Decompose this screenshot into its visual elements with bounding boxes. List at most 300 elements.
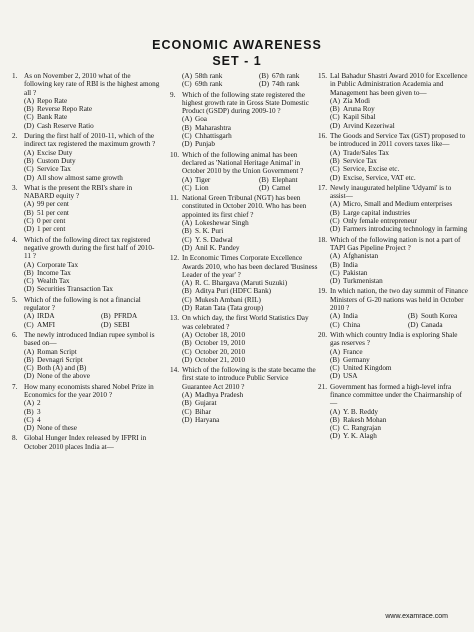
option-list [330,200,468,233]
option-letter: (B) [330,415,340,424]
option [182,244,318,252]
question-header [170,91,318,116]
option-letter: (C) [24,320,34,329]
question-text: National Green Tribunal (NGT) has been constituted in October 2010. Who has been appointed its first chief ? [182,194,307,219]
question [318,331,468,381]
option-letter: (C) [24,364,34,373]
question-header [12,296,160,313]
option [330,269,468,277]
option [182,219,318,227]
option [24,174,160,182]
question [12,184,160,234]
option-list [182,176,318,193]
question-number: 21. [318,382,327,391]
question-header [318,132,468,149]
option-text: Lion [195,183,209,192]
column-1 [12,72,160,453]
option-text: Lokeshewar Singh [195,219,249,228]
option-letter: (C) [330,364,340,373]
option-text: Germany [343,355,370,364]
question-text: The Goods and Service Tax (GST) proposed to be introduced in 2011 covers taxes like— [330,132,466,149]
option-text: Devnagri Script [37,355,83,364]
footer-url: www.examrace.com [385,613,448,620]
option-letter: (A) [330,96,340,105]
option [24,285,160,293]
question [12,296,160,329]
option [330,122,468,130]
option [182,287,318,295]
option-letter: (B) [330,355,340,364]
option-letter: (A) [24,148,34,157]
option [330,321,390,329]
option [330,312,390,320]
question-header [318,184,468,201]
question-text: Newly inaugurated helpline 'Udyami' is to assist— [330,183,452,201]
option [182,399,318,407]
option-letter: (B) [182,339,192,348]
question [318,236,468,286]
option [182,72,241,80]
option-text: S. K. Puri [195,227,224,236]
option-text: United Kingdom [343,364,392,373]
option-letter: (D) [24,225,34,234]
option-text: Bank Rate [37,113,68,122]
option-letter: (C) [24,113,34,122]
option-letter: (C) [330,320,340,329]
option-text: Elephant [272,175,298,184]
option-text: Bihar [195,407,211,416]
option [24,356,160,364]
option [101,321,160,329]
question-header [12,331,160,348]
option [182,339,318,347]
option-letter: (C) [24,165,34,174]
question-number: 7. [12,382,18,391]
option [24,424,160,432]
option-letter: (B) [182,227,192,236]
option-text: France [343,347,363,356]
option-letter: (B) [408,312,418,321]
option-row [182,176,318,184]
option-text: 4 [37,415,41,424]
option-letter: (C) [182,183,192,192]
option-letter: (B) [330,208,340,217]
option [24,157,160,165]
option-text: Service Tax [37,165,71,174]
option-letter: (B) [24,105,34,114]
question-text: With which country India is exploring Shale gas reserves ? [330,330,458,348]
option-text: Pakistan [343,268,368,277]
option [24,269,160,277]
question [12,434,160,451]
option-text: Camel [272,183,291,192]
option [182,124,318,132]
question-number: 18. [318,235,327,244]
option-list [330,408,468,441]
option-letter: (A) [182,330,192,339]
question-header [318,236,468,253]
option [182,348,318,356]
question [12,236,160,294]
option-text: Both (A) and (B) [37,364,87,373]
option [408,321,468,329]
option-text: Kapil Sibal [343,113,376,122]
option-letter: (A) [24,399,34,408]
option [330,217,468,225]
question-number: 8. [12,434,18,443]
option-letter: (A) [182,72,192,80]
option-text: None of these [37,424,77,433]
option [24,416,160,424]
question [12,72,160,130]
option-letter: (D) [182,415,192,424]
option-letter: (C) [182,80,192,89]
option-text: South Korea [421,312,458,321]
option-letter: (C) [330,165,340,174]
question-number: 19. [318,287,327,296]
option-text: Farmers introducing technology in farming [343,225,468,234]
question [170,91,318,149]
option-letter: (D) [182,243,192,252]
question-header [12,236,160,261]
option-letter: (C) [24,415,34,424]
option [24,372,160,380]
option-text: Y. B. Reddy [343,407,379,416]
question-text: Which of the following animal has been declared as 'National Heritage Animal' in October 2010 by the Union Government ? [182,150,304,176]
question-text: Global Hunger Index released by IFPRI in October 2010 places India at— [24,434,147,451]
option-text: Roman Script [37,347,77,356]
option-list [330,312,468,329]
option [330,348,468,356]
option-letter: (A) [330,252,340,261]
question-number: 15. [318,72,327,80]
option-letter: (D) [330,432,340,441]
option [182,236,318,244]
option [330,165,468,173]
option-letter: (A) [330,407,340,416]
question [170,151,318,192]
option-text: 99 per cent [37,200,69,209]
option-list [24,97,160,130]
option [182,416,318,424]
option-letter: (A) [24,347,34,356]
question-header [12,72,160,97]
option [182,356,318,364]
question [318,287,468,328]
option-text: 2 [37,399,41,408]
option-text: IRDA [37,312,55,321]
option-text: Afghanistan [343,252,379,261]
option [24,321,83,329]
option-row [24,312,160,320]
option-row [330,321,468,329]
question-number: 2. [12,132,18,141]
question [170,254,318,312]
option-text: Wealth Tax [37,277,70,286]
option [24,408,160,416]
question-header [318,383,468,408]
option [330,225,468,233]
option [182,176,241,184]
option-text: None of the above [37,372,90,381]
question-number: 12. [170,254,179,263]
option-letter: (D) [259,80,269,89]
option-letter: (D) [24,173,34,182]
question [318,72,468,130]
option [24,364,160,372]
option-text: Service Tax [343,156,377,165]
question-text: On which day, the first World Statistics Day was celebrated ? [182,314,309,331]
option-letter: (B) [182,287,192,296]
question-number: 1. [12,72,18,80]
option-list [182,331,318,364]
option-text: All show almost same growth [37,173,123,182]
option-letter: (A) [182,115,192,124]
option-text: Aruna Roy [343,105,375,114]
option [182,304,318,312]
option [24,225,160,233]
option [182,140,318,148]
option-letter: (D) [101,320,111,329]
option-list [24,149,160,182]
option-text: October 19, 2010 [195,339,246,348]
option-letter: (B) [24,407,34,416]
option-letter: (A) [24,96,34,105]
question-header [170,314,318,331]
option-letter: (B) [259,175,269,184]
option [24,209,160,217]
question-header [318,287,468,312]
page-title: ECONOMIC AWARENESS [152,38,322,52]
option [330,364,468,372]
option-list [330,97,468,130]
question-text: Which of the following is not a financial regulator ? [24,295,141,313]
option-text: 51 per cent [37,208,69,217]
option-text: Micro, Small and Medium enterprises [343,200,453,209]
option-text: Only female entrepreneur [343,217,417,226]
question [170,366,318,424]
question-text: During the first half of 2010-11, which of the indirect tax registered the maximum growth ? [24,132,156,149]
option-list [330,348,468,381]
question-number: 3. [12,183,18,192]
option [330,261,468,269]
option [24,122,160,130]
option-text: 58th rank [195,72,223,80]
option [330,424,468,432]
option [182,80,241,88]
option [330,97,468,105]
option [330,209,468,217]
page-subtitle: SET - 1 [212,54,262,68]
option-text: SEBI [114,320,130,329]
question-header [12,434,160,451]
option [182,408,318,416]
option [24,312,83,320]
option-row [182,80,318,88]
option [24,97,160,105]
option-text: 69th rank [195,80,223,89]
option-text: Y. S. Dadwal [195,235,233,244]
option-text: Punjab [195,140,215,149]
option-row [24,321,160,329]
question-header [318,331,468,348]
option-text: Canada [421,320,443,329]
question-text: What is the present the RBI's share in NABARD equity ? [24,183,133,201]
question-number: 9. [170,90,176,99]
question-header [170,254,318,279]
question-text: Which of the following state registered the highest growth rate in Gross State Domestic Product (GSDP) during 2009-10 ? [182,90,309,116]
option-text: PFRDA [114,312,138,321]
option-letter: (B) [24,156,34,165]
option [24,113,160,121]
question-number: 14. [170,366,179,375]
option-text: Repo Rate [37,96,68,105]
option [259,184,318,192]
option-letter: (C) [24,217,34,226]
option-letter: (D) [24,372,34,381]
question [318,184,468,234]
question-header [318,72,468,97]
option [182,184,241,192]
question-number: 20. [318,330,327,339]
option [330,149,468,157]
option-text: Large capital industries [343,208,411,217]
option [24,217,160,225]
option-letter: (C) [182,295,192,304]
question-text: Which of the following is the state became the first state to introduce Public Service Guarantee Act 2010 ? [182,366,316,391]
option-text: Chhattisgarh [195,132,232,141]
option [24,149,160,157]
question-text: Which of the following direct tax registered negative growth during the first half of 2010-11 ? [24,235,155,261]
option-letter: (C) [330,424,340,433]
question-number: 10. [170,150,179,159]
option-letter: (D) [408,320,418,329]
option-letter: (A) [182,175,192,184]
option-letter: (A) [182,279,192,288]
option-letter: (B) [259,72,269,80]
option-text: Securities Transaction Tax [37,285,114,294]
question-header [12,184,160,201]
option-text: Corporate Tax [37,260,79,269]
option-text: Mukesh Ambani (RIL) [195,295,261,304]
option-text: Trade/Sales Tax [343,148,390,157]
option [330,200,468,208]
option-text: Arvind Kezeriwal [343,121,395,130]
option [330,432,468,440]
option-text: Excise, Service, VAT etc. [343,173,416,182]
option-letter: (B) [101,312,111,321]
option-letter: (C) [330,268,340,277]
option-row [182,72,318,80]
option-letter: (D) [330,173,340,182]
option-text: Haryana [195,415,220,424]
option [408,312,468,320]
option-letter: (A) [330,148,340,157]
option-text: 0 per cent [37,217,66,226]
option-text: Custom Duty [37,156,76,165]
option [330,157,468,165]
option [182,331,318,339]
option-list [330,252,468,285]
option [24,399,160,407]
option-letter: (A) [24,200,34,209]
option-letter: (D) [24,285,34,294]
option-letter: (B) [182,123,192,132]
column-3 [318,72,468,443]
option-text: Tiger [195,175,211,184]
option [330,105,468,113]
question [318,383,468,441]
option-letter: (A) [24,260,34,269]
option [330,252,468,260]
option-letter: (C) [182,407,192,416]
option [330,356,468,364]
option-list [24,348,160,381]
option-letter: (D) [182,355,192,364]
option-list [24,200,160,233]
question-number: 17. [318,183,327,192]
option [24,261,160,269]
option-text: Cash Reserve Ratio [37,121,94,130]
option-text: Anil K. Pandey [195,243,240,252]
option-text: Turkmenistan [343,277,383,286]
option [182,391,318,399]
option-letter: (D) [182,304,192,313]
option-text: 1 per cent [37,225,66,234]
option-letter: (D) [330,121,340,130]
option-letter: (D) [259,183,269,192]
question-header [170,366,318,391]
option-text: 3 [37,407,41,416]
option-letter: (C) [182,132,192,141]
option-text: Madhya Pradesh [195,390,244,399]
option-letter: (A) [182,219,192,228]
question-number: 5. [12,295,18,304]
option [259,72,318,80]
option-letter: (D) [182,140,192,149]
question-text: Lal Bahadur Shastri Award 2010 for Excellence in Public Administration Academia and Management has been given to— [330,72,468,97]
option-row [330,312,468,320]
question [170,314,318,364]
question [170,194,318,252]
question-text: The newly introduced Indian rupee symbol is based on— [24,330,155,348]
question-header [12,383,160,400]
option [24,348,160,356]
option-letter: (D) [330,277,340,286]
option [24,105,160,113]
option-letter: (B) [182,399,192,408]
option-text: Goa [195,115,207,124]
option-letter: (A) [24,312,34,321]
option [24,277,160,285]
option-letter: (D) [330,225,340,234]
option-text: China [343,320,361,329]
option [330,416,468,424]
option-list [330,149,468,182]
option-list [182,391,318,424]
question [12,132,160,182]
question-text: In Economic Times Corporate Excellence Awards 2010, who has been declared 'Business Leader of the year' ? [182,254,318,279]
question [12,383,160,433]
option [330,113,468,121]
option-letter: (D) [24,121,34,130]
option-letter: (B) [330,260,340,269]
option-text: R. C. Bhargava (Maruti Suzuki) [195,279,288,288]
question-number: 13. [170,314,179,323]
option-text: 67th rank [272,72,300,80]
option-letter: (C) [182,235,192,244]
question-header [170,194,318,219]
